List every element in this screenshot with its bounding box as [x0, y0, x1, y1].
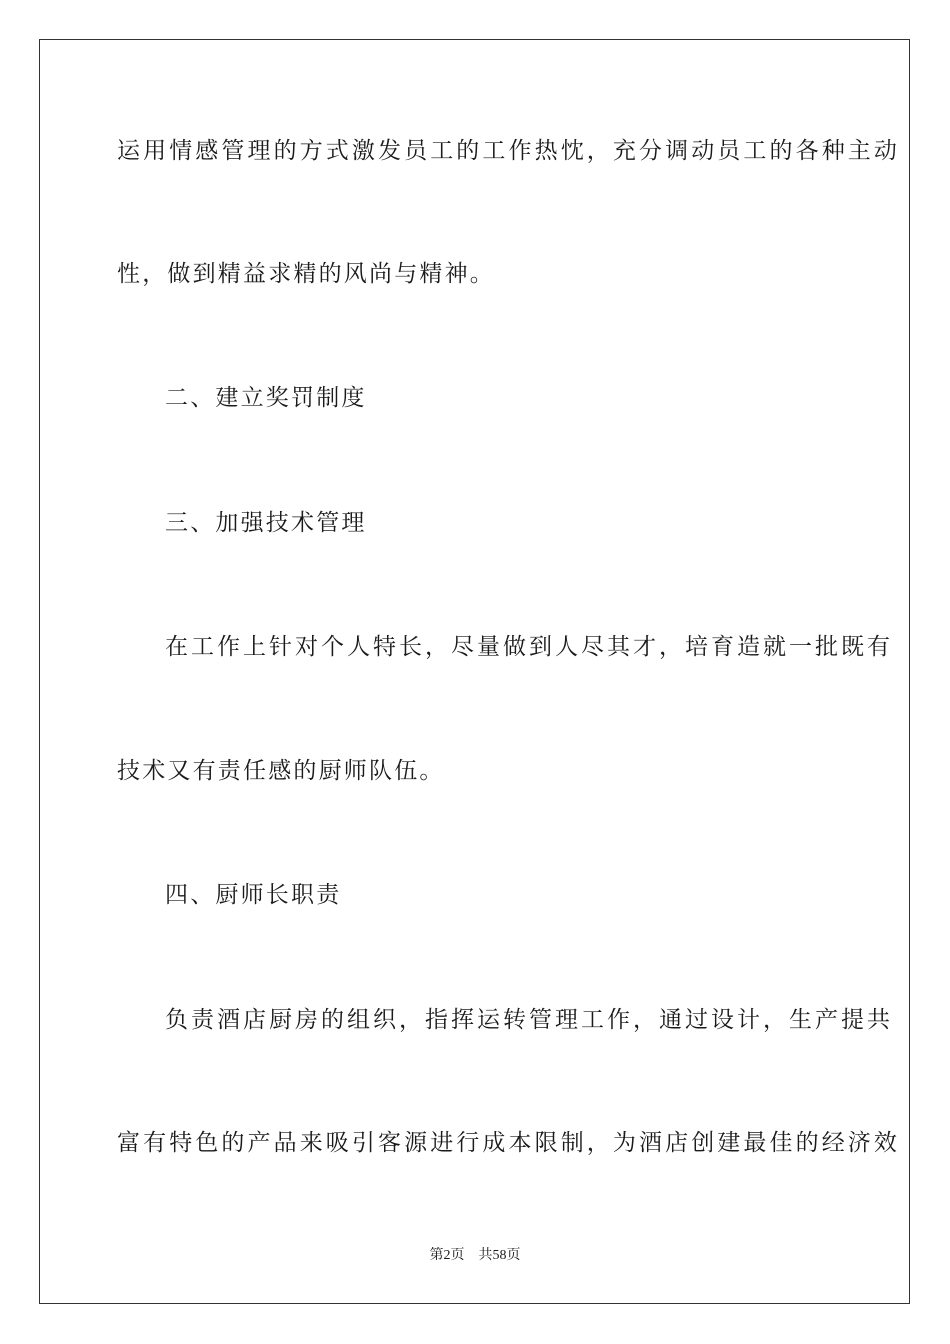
- page-footer: [0, 1247, 950, 1265]
- page-number: 第2页: [429, 1248, 465, 1263]
- page-frame: [39, 39, 910, 1304]
- section-heading: 四、厨师长职责: [165, 882, 342, 908]
- body-text-line: 性，做到精益求精的风尚与精神。: [117, 261, 495, 287]
- body-text-line: 富有特色的产品来吸引客源进行成本限制，为酒店创建最佳的经济效: [117, 1130, 900, 1156]
- body-text-line: 负责酒店厨房的组织，指挥运转管理工作，通过设计，生产提共: [165, 1007, 893, 1033]
- body-text-line: 技术又有责任感的厨师队伍。: [117, 758, 445, 784]
- section-heading: 三、加强技术管理: [165, 510, 367, 536]
- page-total: 共58页: [478, 1248, 521, 1263]
- body-text-line: 在工作上针对个人特长，尽量做到人尽其才，培育造就一批既有: [165, 634, 893, 660]
- section-heading: 二、建立奖罚制度: [165, 385, 367, 411]
- body-text-line: 运用情感管理的方式激发员工的工作热忱，充分调动员工的各种主动: [117, 138, 900, 164]
